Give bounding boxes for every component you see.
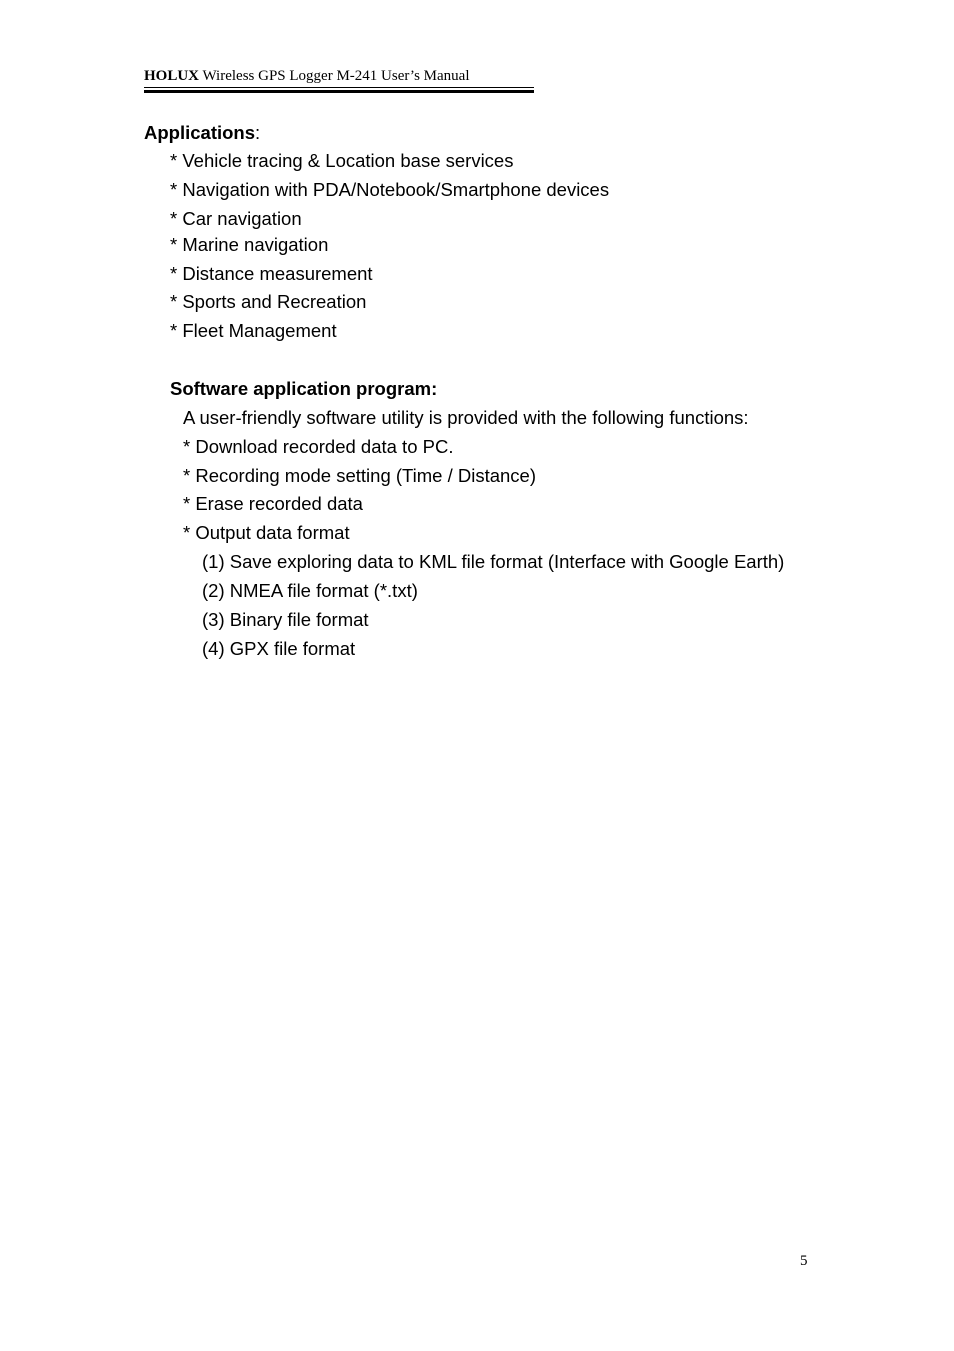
software-heading: Software application program: (170, 378, 438, 399)
header-rule-thick (144, 90, 534, 93)
page-number: 5 (800, 1253, 808, 1269)
application-item: * Vehicle tracing & Location base services (170, 150, 514, 171)
header-rule-thin (144, 87, 534, 88)
application-item: * Car navigation (170, 208, 302, 229)
application-item: * Sports and Recreation (170, 291, 367, 312)
header-title (144, 66, 534, 86)
application-item: * Distance measurement (170, 263, 373, 284)
software-function-item: * Output data format (183, 522, 350, 543)
format-item: (4) GPX file format (202, 638, 356, 659)
software-function-item: * Recording mode setting (Time / Distance) (183, 465, 537, 486)
header-manual-title: Wireless GPS Logger M-241 User’s Manual (199, 68, 470, 84)
applications-colon: : (255, 122, 261, 143)
application-item: * Navigation with PDA/Notebook/Smartphone devices (170, 179, 610, 200)
header-brand: HOLUX (144, 68, 200, 84)
software-intro: A user-friendly software utility is provided with the following functions: (183, 407, 749, 428)
page-header (144, 66, 534, 86)
software-function-item: * Erase recorded data (183, 493, 363, 514)
format-item: (1) Save exploring data to KML file format (Interface with Google Earth) (202, 551, 785, 572)
applications-heading: Applications (144, 122, 256, 143)
application-item: * Fleet Management (170, 320, 337, 341)
format-item: (2) NMEA file format (*.txt) (202, 580, 418, 601)
application-item: * Marine navigation (170, 234, 329, 255)
software-function-item: * Download recorded data to PC. (183, 436, 454, 457)
format-item: (3) Binary file format (202, 609, 369, 630)
applications-heading-line (144, 122, 260, 144)
